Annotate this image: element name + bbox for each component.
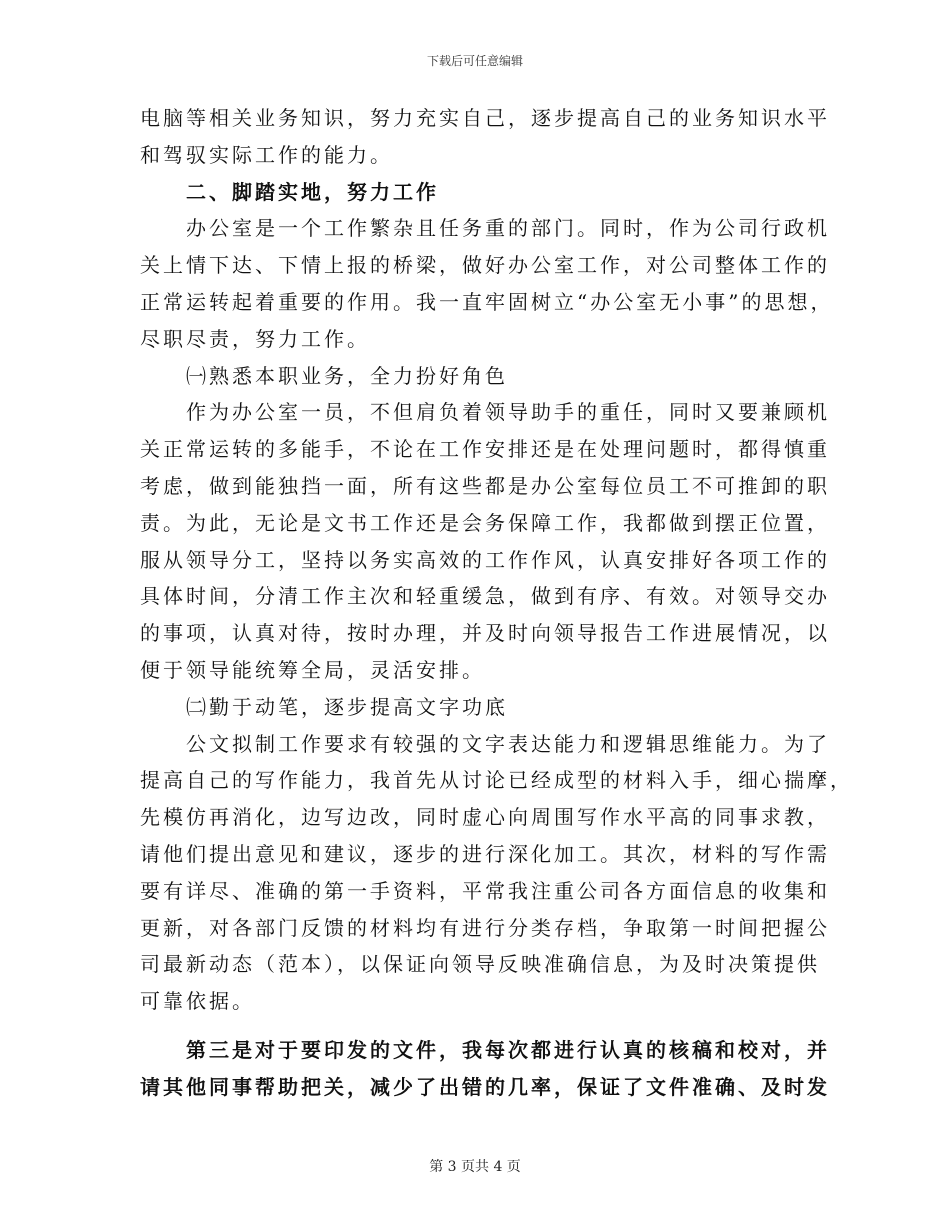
paragraph-line: 先模仿再消化，边写边改，同时虚心向周围写作水平高的同事求教， — [140, 805, 830, 830]
page-footer: 第 3 页共 4 页 — [429, 1159, 521, 1175]
paragraph-line: 公文拟制工作要求有较强的文字表达能力和逻辑思维能力。为了 — [186, 731, 830, 756]
subsection-heading: ㈠熟悉本职业务，全力扮好角色 — [186, 363, 508, 388]
paragraph-line: 便于领导能统筹全局，灵活安排。 — [140, 657, 485, 682]
paragraph-line: 考虑，做到能独挡一面，所有这些都是办公室每位员工不可推卸的职 — [140, 473, 830, 498]
subsection-heading: ㈡勤于动笔，逐步提高文字功底 — [186, 694, 508, 719]
paragraph-line: 关正常运转的多能手，不论在工作安排还是在处理问题时，都得慎重 — [140, 437, 830, 462]
paragraph-line: 责。为此，无论是文书工作还是会务保障工作，我都做到摆正位置， — [140, 510, 830, 535]
paragraph-line: 办公室是一个工作繁杂且任务重的部门。同时，作为公司行政机 — [186, 216, 830, 241]
paragraph-line: 可靠依据。 — [140, 989, 255, 1014]
paragraph-line: 和驾驭实际工作的能力。 — [140, 142, 393, 167]
paragraph-line: 请他们提出意见和建议，逐步的进行深化加工。其次，材料的写作需 — [140, 841, 830, 866]
paragraph-line: 尽职尽责，努力工作。 — [140, 326, 370, 351]
paragraph-line: 司最新动态（范本），以保证向领导反映准确信息，为及时决策提供 — [140, 952, 820, 977]
paragraph-line: 关上情下达、下情上报的桥梁，做好办公室工作，对公司整体工作的 — [140, 253, 830, 278]
paragraph-line: 更新，对各部门反馈的材料均有进行分类存档，争取第一时间把握公 — [140, 915, 830, 940]
document-body — [140, 100, 853, 1106]
paragraph-line: 要有详尽、准确的第一手资料，平常我注重公司各方面信息的收集和 — [140, 878, 830, 903]
paragraph-line: 具体时间，分清工作主次和轻重缓急，做到有序、有效。对领导交办 — [140, 584, 830, 609]
paragraph-line: 电脑等相关业务知识，努力充实自己，逐步提高自己的业务知识水平 — [140, 106, 830, 130]
section-heading: 二、脚踏实地，努力工作 — [186, 179, 439, 204]
bold-paragraph-line: 第三是对于要印发的文件，我每次都进行认真的核稿和校对，并 — [186, 1037, 830, 1062]
paragraph-line: 提高自己的写作能力，我首先从讨论已经成型的材料入手，细心揣摩， — [140, 768, 853, 793]
paragraph-line: 正常运转起着重要的作用。我一直牢固树立“办公室无小事”的思想， — [140, 289, 834, 314]
paragraph-line: 服从领导分工，坚持以务实高效的工作作风，认真安排好各项工作的 — [140, 547, 830, 572]
paragraph-line: 作为办公室一员，不但肩负着领导助手的重任，同时又要兼顾机 — [186, 400, 830, 425]
bold-paragraph-line: 请其他同事帮助把关，减少了出错的几率，保证了文件准确、及时发 — [140, 1074, 830, 1099]
paragraph-line: 的事项，认真对待，按时办理，并及时向领导报告工作进展情况，以 — [140, 621, 830, 646]
page-header: 下载后可任意编辑 — [426, 54, 523, 68]
